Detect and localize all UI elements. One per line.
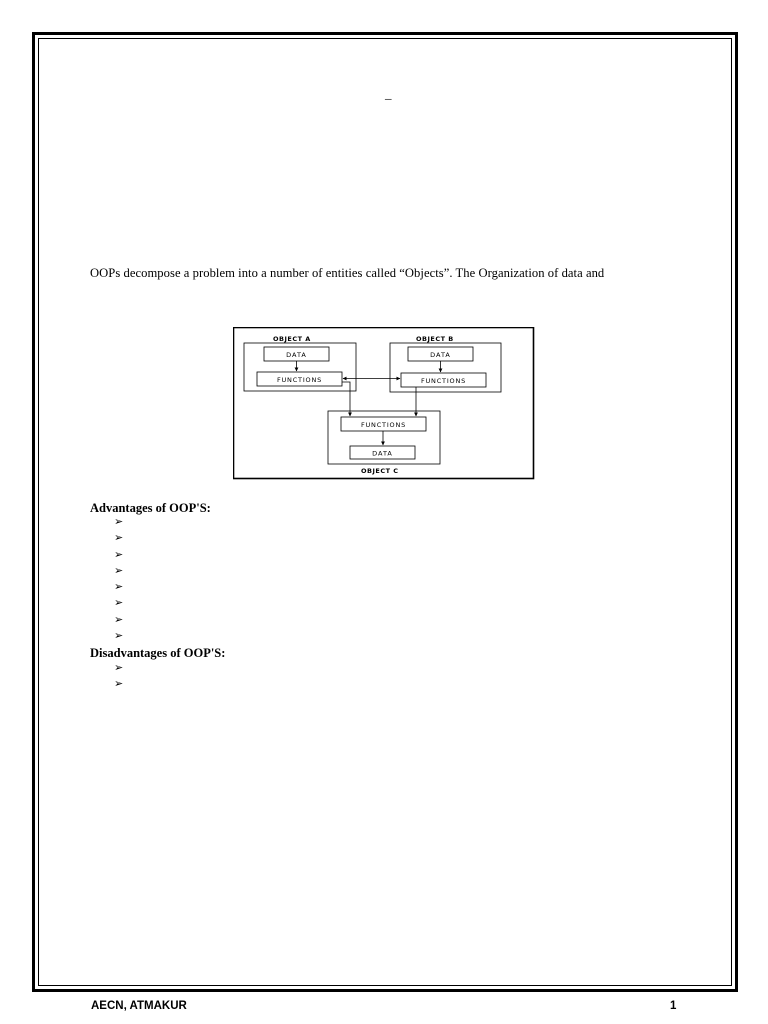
disadvantages-item-2: ➢ — [114, 677, 124, 691]
object-c-label: OBJECT C — [361, 467, 399, 475]
top-mark: _ — [385, 86, 392, 101]
advantages-heading: Advantages of OOP'S: — [90, 501, 211, 515]
advantages-item-5: ➢ — [114, 580, 124, 594]
object-b-label: OBJECT B — [416, 335, 454, 343]
advantages-item-7: ➢ — [114, 612, 124, 626]
footer-institution: AECN, ATMAKUR — [91, 1000, 187, 1012]
advantages-item-8: ➢ — [114, 629, 124, 643]
object-a-functions-label: FUNCTIONS — [276, 376, 323, 384]
object-b-data-label: DATA — [430, 351, 451, 359]
intro-paragraph: OOPs decompose a problem into a number of entities called “Objects”. The Organization of data and — [90, 266, 605, 280]
footer-page-number: 1 — [670, 1000, 677, 1012]
advantages-list — [114, 514, 123, 644]
disadvantages-item-1: ➢ — [114, 661, 124, 674]
object-b-functions-label: FUNCTIONS — [420, 377, 467, 385]
object-a-label: OBJECT A — [273, 335, 311, 343]
object-c-data-label: DATA — [372, 449, 393, 458]
advantages-item-6: ➢ — [114, 596, 124, 610]
object-c-functions-label: FUNCTIONS — [360, 421, 407, 429]
disadvantages-heading: Disadvantages of OOP'S: — [90, 646, 226, 660]
advantages-item-4: ➢ — [114, 563, 124, 577]
object-a-data-label: DATA — [286, 351, 307, 359]
object-diagram — [233, 327, 535, 480]
advantages-item-3: ➢ — [114, 547, 124, 561]
advantages-item-2: ➢ — [114, 531, 124, 545]
disadvantages-list — [114, 660, 123, 693]
advantages-item-1: ➢ — [114, 515, 124, 528]
